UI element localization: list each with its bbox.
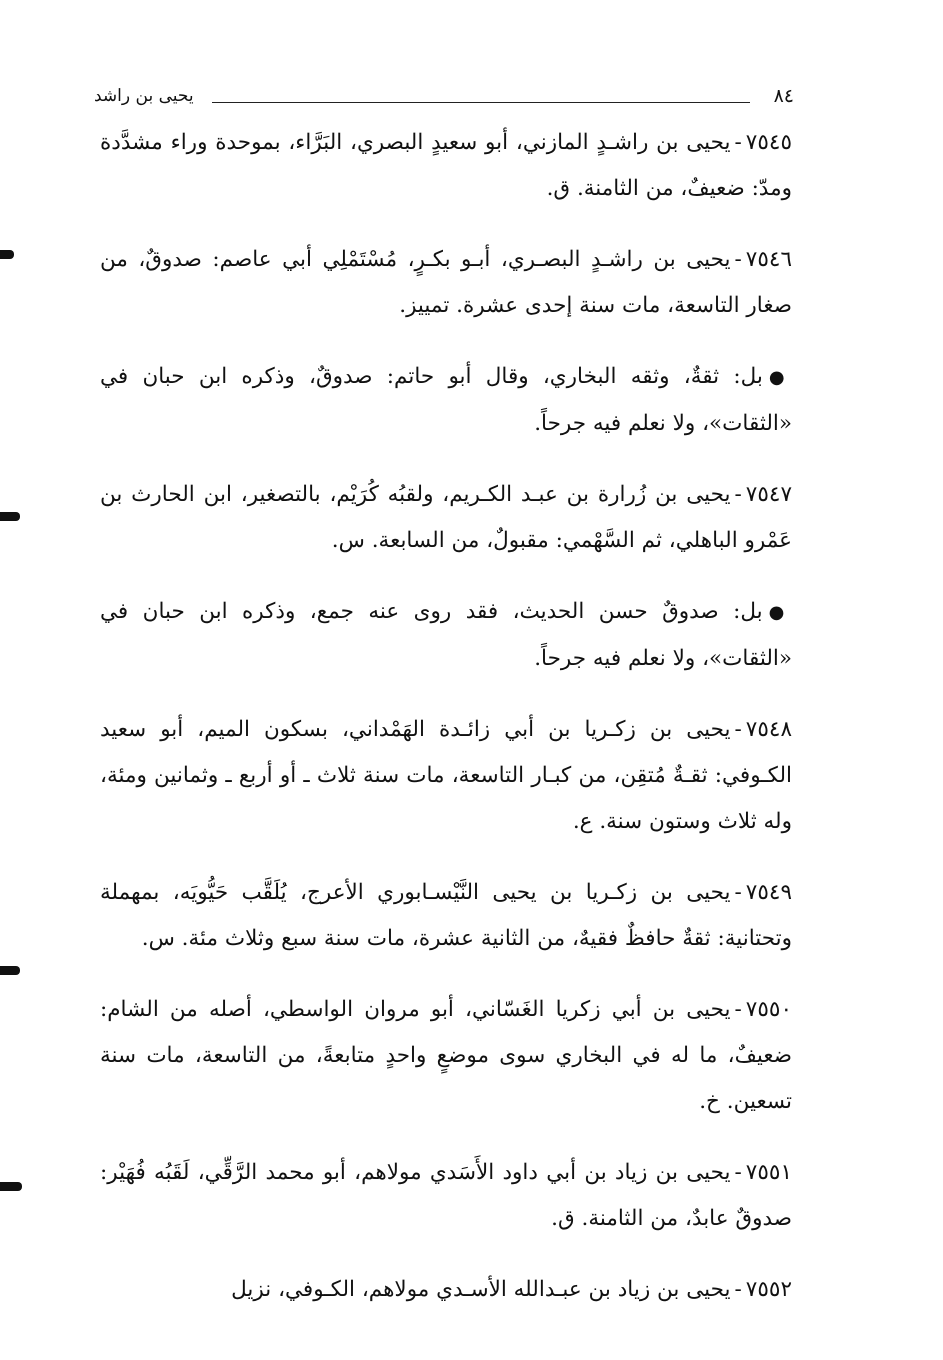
entry-dash: -	[734, 880, 742, 905]
note-text: بل: صدوقٌ حسن الحديث، فقد روى عنه جمع، وذكره ابن حبان في «الثقات»، ولا نعلم فيه جرحاً.	[100, 599, 792, 671]
entry-dash: -	[734, 482, 742, 507]
entry-number: ٧٥٤٥	[745, 130, 792, 155]
page-header	[94, 84, 794, 114]
entry-number: ٧٥٤٩	[745, 880, 792, 905]
running-title: يحيى بن راشد	[94, 86, 194, 106]
header-rule	[212, 102, 750, 103]
entry-text: يحيى بن زُرارة بن عبـد الكـريم، ولقبُه كُرَيْم، بالتصغير، ابن الحارث بن عَمْرو الباهلي، ثم السَّهْمي: مقبولٌ، من السابعة. س.	[100, 482, 792, 553]
entry-number: ٧٥٤٧	[745, 482, 792, 507]
note-text: بل: ثقةٌ، وثقه البخاري، وقال أبو حاتم: صدوقٌ، وذكره ابن حبان في «الثقات»، ولا نعلم فيه جرحاً.	[100, 364, 792, 436]
biography-entry	[100, 472, 792, 564]
entry-dash: -	[734, 717, 742, 742]
entry-text: يحيى بن زكـريا بن يحيى النَّيْسـابوري الأعرج، يُلَقَّب حَيُّويَه، بمهملة وتحتانية: ثقةٌ حافظٌ فقيهٌ، من الثانية عشرة، مات سنة سبع وثلاث مئة. س.	[100, 880, 792, 951]
scan-margin-mark	[0, 512, 20, 521]
entry-text: يحيى بن راشـدٍ البصـري، أبـو بكـرٍ، مُسْتَمْلِي أبي عاصم: صدوقٌ، من صغار التاسعة، مات سنة إحدى عشرة. تمييز.	[100, 247, 792, 318]
biography-entry	[100, 1150, 792, 1242]
page-body	[100, 120, 792, 1338]
entry-text: يحيى بن راشـدٍ المازني، أبو سعيدٍ البصري، البَرَّاء، بموحدة وراء مشدَّدة ومدّ: ضعيفٌ، من الثامنة. ق.	[100, 130, 792, 201]
entry-text: يحيى بن زكـريا بن أبي زائـدة الهَمْداني، بسكون الميم، أبو سعيد الكـوفي: ثقـةٌ مُتقِن، من كبـار التاسعة، مات سنة ثلاث ـ أو أربع ـ وثمانين ومئة، وله ثلاث وستون سنة. ع.	[100, 717, 792, 834]
entry-dash: -	[734, 1277, 742, 1302]
entry-text: يحيى بن أبي زكريا الغَسّاني، أبو مروان الواسطي، أصله من الشام: ضعيفٌ، ما له في البخاري سوى موضعٍ واحدٍ متابعةً، من التاسعة، مات سنة تسعين. خ.	[100, 997, 792, 1114]
entry-number: ٧٥٥١	[745, 1160, 792, 1185]
entry-number: ٧٥٤٨	[745, 717, 792, 742]
biography-entry	[100, 237, 792, 329]
page-number: ٨٤	[773, 85, 794, 107]
entry-dash: -	[734, 1160, 742, 1185]
entry-text: يحيى بن زياد بن عبـدالله الأسـدي مولاهم، الكـوفي، نزيل	[231, 1277, 731, 1302]
entry-text: يحيى بن زياد بن أبي داود الأَسَدي مولاهم، أبو محمد الرَّقِّي، لَقَبُه فُهَيْر: صدوقٌ عابدٌ، من الثامنة. ق.	[100, 1160, 792, 1231]
entry-number: ٧٥٤٦	[745, 247, 792, 272]
biography-entry	[100, 1267, 792, 1313]
biography-entry	[100, 120, 792, 212]
entry-number: ٧٥٥٢	[745, 1277, 792, 1302]
bullet-icon: ●	[768, 367, 792, 388]
biography-entry	[100, 987, 792, 1125]
editor-note	[100, 589, 792, 682]
entry-dash: -	[734, 130, 742, 155]
entry-dash: -	[734, 247, 742, 272]
scan-margin-mark	[0, 1182, 22, 1191]
entry-number: ٧٥٥٠	[745, 997, 792, 1022]
biography-entry	[100, 870, 792, 962]
scan-margin-mark	[0, 250, 14, 259]
entry-dash: -	[734, 997, 742, 1022]
biography-entry	[100, 707, 792, 845]
scan-margin-mark	[0, 966, 20, 975]
editor-note	[100, 354, 792, 447]
bullet-icon: ●	[768, 602, 792, 623]
